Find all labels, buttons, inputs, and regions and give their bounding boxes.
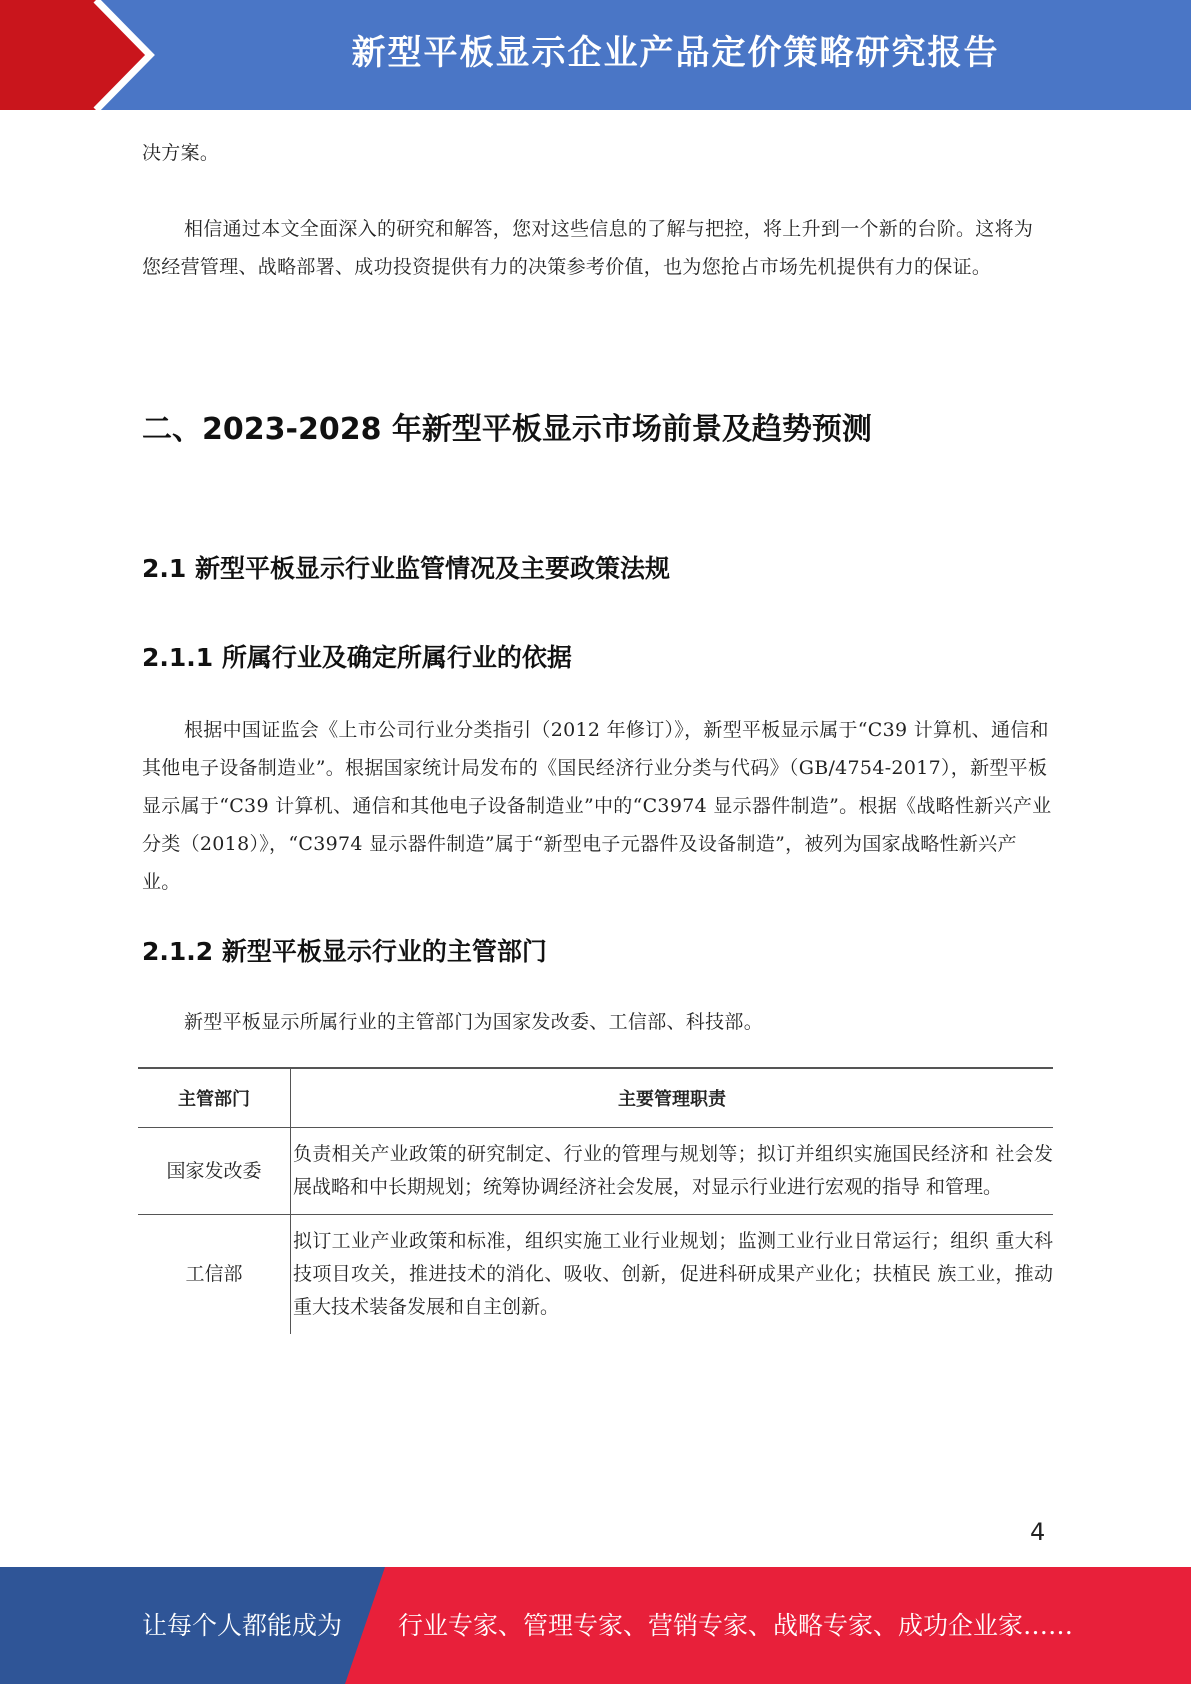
table-cell-duty: 负责相关产业政策的研究制定、行业的管理与规划等；拟订并组织实施国民经济和 社会发展战略和中长期规划；统筹协调经济社会发展，对显示行业进行宏观的指导 和管理。 [291,1128,1054,1215]
table-cell-dept: 工信部 [138,1215,291,1335]
subsection-heading-2-1: 2.1 新型平板显示行业监管情况及主要政策法规 [142,554,670,583]
header-banner [0,0,1191,110]
report-title: 新型平板显示企业产品定价策略研究报告 [351,33,1000,73]
footer-banner [0,1567,1191,1684]
paragraph-intro: 相信通过本文全面深入的研究和解答，您对这些信息的了解与把控，将上升到一个新的台阶。这将为您经营管理、战略部署、成功投资提供有力的决策参考价值，也为您抢占市场先机提供有力的保证。 [142,218,1034,278]
table-header-dept: 主管部门 [138,1068,291,1128]
section-heading: 二、2023-2028 年新型平板显示市场前景及趋势预测 [142,412,872,447]
table-header-duty: 主要管理职责 [291,1068,1054,1128]
table-row [138,1128,1053,1215]
page-number: 4 [1030,1518,1046,1546]
table-header-row [138,1068,1053,1128]
header-red-chevron [0,0,160,110]
footer-slogan-right: 行业专家、管理专家、营销专家、战略专家、成功企业家…… [398,1611,1074,1640]
paragraph-continuation: 决方案。 [142,142,220,164]
subsection-heading-2-1-1: 2.1.1 所属行业及确定所属行业的依据 [142,643,572,672]
table-cell-duty: 拟订工业产业政策和标准，组织实施工业行业规划；监测工业行业日常运行；组织 重大科技项目攻关，推进技术的消化、吸收、创新，促进科研成果产业化；扶植民 族工业，推动重大技术装备发展和自主创新。 [293,1230,1053,1318]
paragraph-authorities: 新型平板显示所属行业的主管部门为国家发改委、工信部、科技部。 [184,1011,764,1033]
footer-slogan-left: 让每个人都能成为 [142,1611,343,1640]
subsection-heading-2-1-2: 2.1.2 新型平板显示行业的主管部门 [142,937,547,966]
authorities-table [138,1067,1053,1334]
table-row [138,1215,1053,1335]
table-cell-dept: 国家发改委 [138,1128,291,1215]
paragraph-industry-classification: 根据中国证监会《上市公司行业分类指引（2012 年修订）》，新型平板显示属于“C39 计算机、通信和其他电子设备制造业”。根据国家统计局发布的《国民经济行业分类与代码》（GB/4754-2017），新型平板显示属于“C39 计算机、通信和其他电子设备制造业”中的“C3974 显示器件制造”。根据《战略性新兴产业分类（2018）》，“C3974 显示器件制造”属于“新型电子元器件及设备制造”，被列为国家战略性新兴产业。 [142,719,1052,893]
